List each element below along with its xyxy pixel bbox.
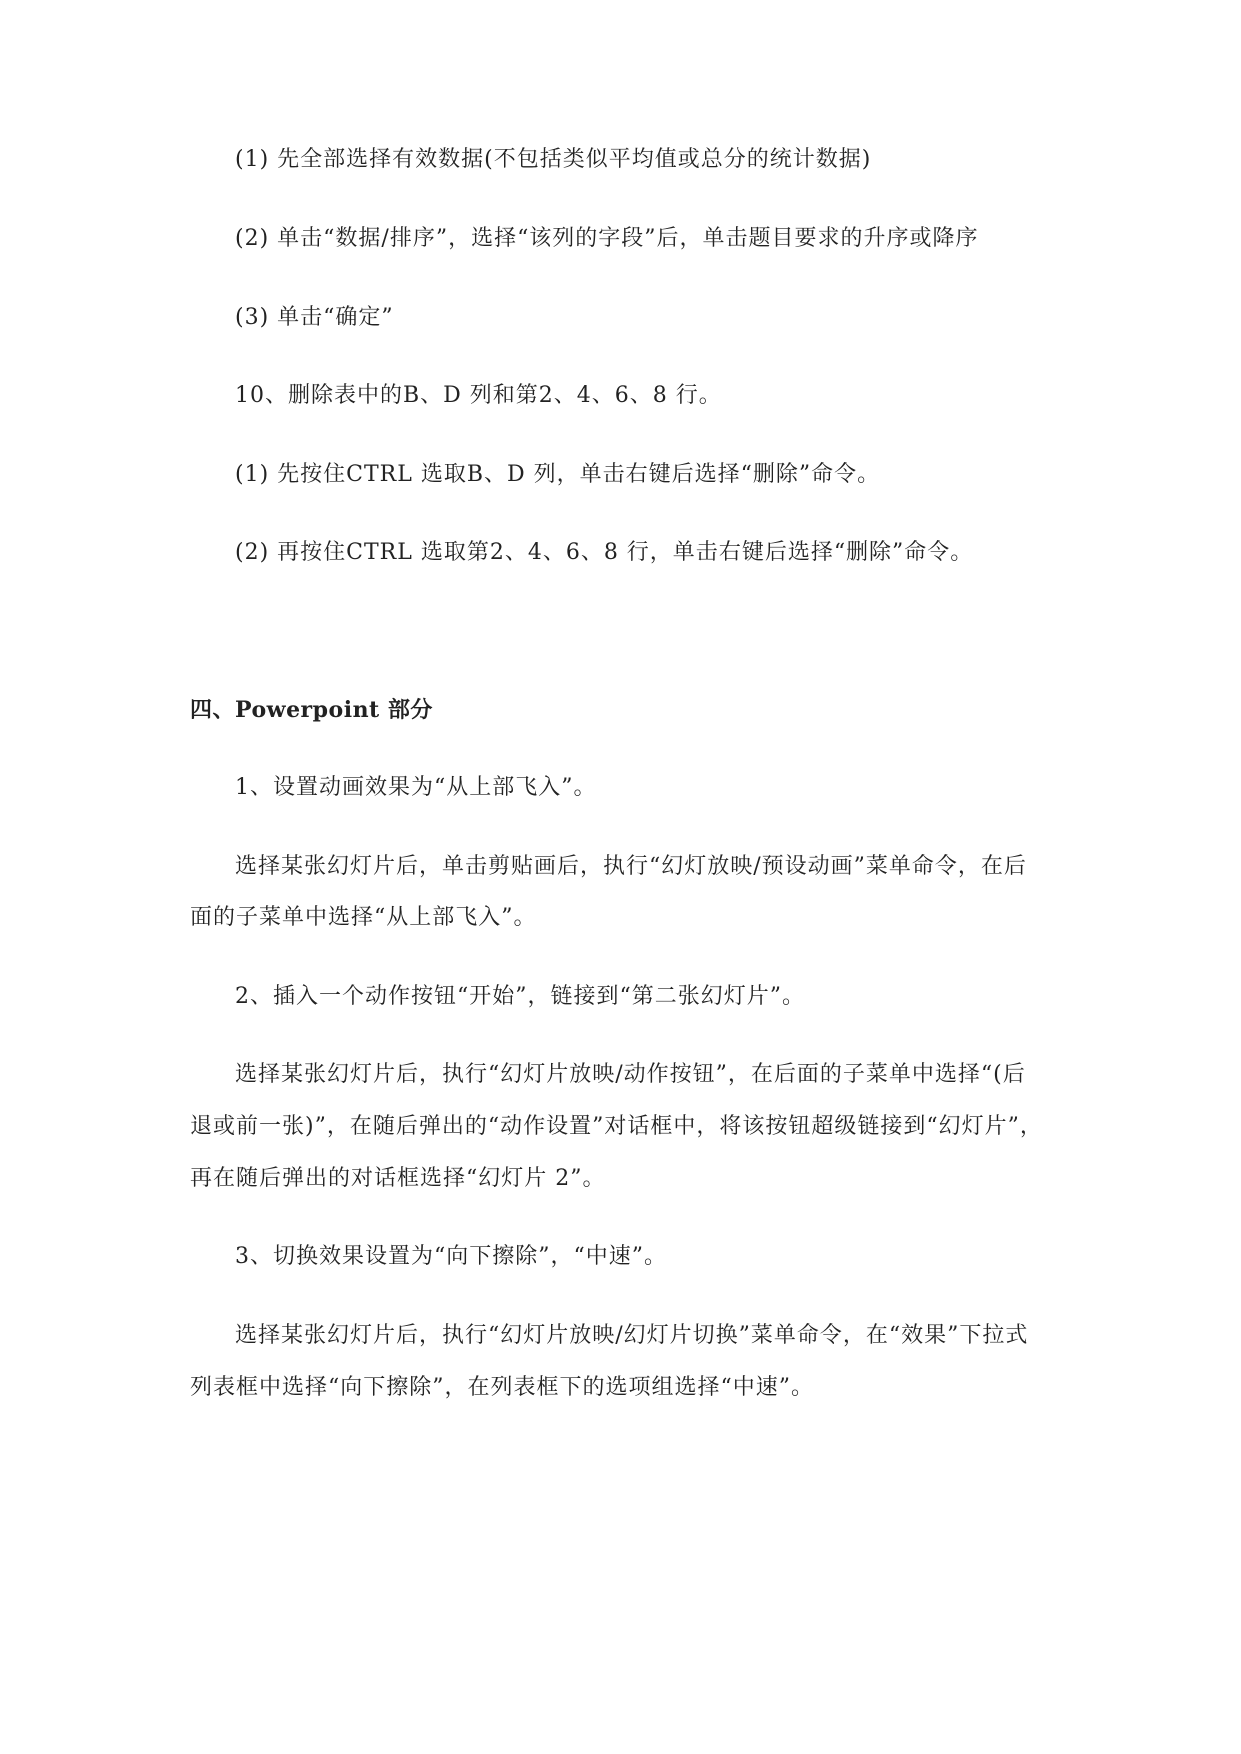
- ppt-item-3-title: 3、切换效果设置为“向下擦除”，“中速”。: [235, 1244, 667, 1269]
- item-10-step-1: (1) 先按住CTRL 选取B、D 列，单击右键后选择“删除”命令。: [235, 462, 881, 487]
- ppt-item-1-title: 1、设置动画效果为“从上部飞入”。: [235, 775, 597, 800]
- item-10-title: 10、删除表中的B、D 列和第2、4、6、8 行。: [235, 383, 722, 408]
- ppt-item-3-body-line-2: 列表框中选择“向下擦除”，在列表框下的选项组选择“中速”。: [190, 1375, 814, 1400]
- excel-sort-step-3: (3) 单击“确定”: [235, 305, 394, 330]
- ppt-item-2-title: 2、插入一个动作按钮“开始”，链接到“第二张幻灯片”。: [235, 984, 805, 1009]
- ppt-item-3-body-line-1: 选择某张幻灯片后，执行“幻灯片放映/幻灯片切换”菜单命令，在“效果”下拉式: [235, 1323, 1029, 1348]
- section-heading: 四、Powerpoint 部分: [190, 697, 433, 723]
- item-10-step-2: (2) 再按住CTRL 选取第2、4、6、8 行，单击右键后选择“删除”命令。: [235, 540, 974, 565]
- ppt-item-2-body-line-2: 退或前一张)”，在随后弹出的“动作设置”对话框中，将该按钮超级链接到“幻灯片”，: [190, 1114, 1043, 1139]
- excel-sort-step-1: (1) 先全部选择有效数据(不包括类似平均值或总分的统计数据): [235, 147, 872, 172]
- ppt-item-1-body-line-2: 面的子菜单中选择“从上部飞入”。: [190, 905, 537, 930]
- ppt-item-2-body-line-3: 再在随后弹出的对话框选择“幻灯片 2”。: [190, 1166, 606, 1191]
- ppt-item-1-body-line-1: 选择某张幻灯片后，单击剪贴画后，执行“幻灯放映/预设动画”菜单命令，在后: [235, 854, 1027, 879]
- excel-sort-step-2: (2) 单击“数据/排序”，选择“该列的字段”后，单击题目要求的升序或降序: [235, 226, 979, 251]
- ppt-item-2-body-line-1: 选择某张幻灯片后，执行“幻灯片放映/动作按钮”，在后面的子菜单中选择“(后: [235, 1062, 1026, 1087]
